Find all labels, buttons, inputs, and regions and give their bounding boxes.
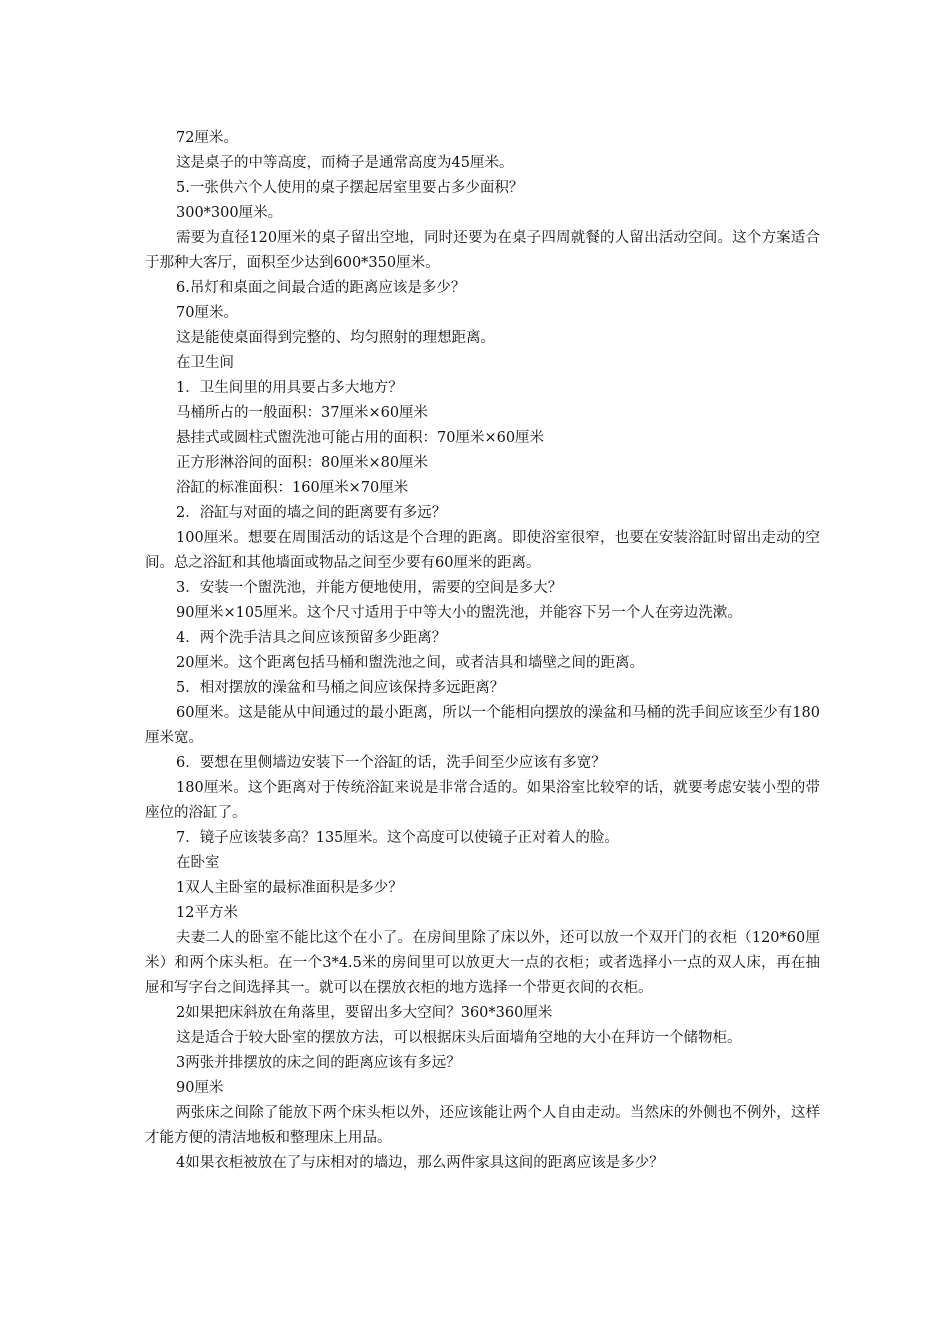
section-heading: 在卧室 (176, 855, 220, 871)
question: 6．要想在里侧墙边安装下一个浴缸的话，洗手间至少应该有多宽？ (176, 755, 606, 771)
question: 2如果把床斜放在角落里，要留出多大空间？360*360厘米 (176, 1005, 553, 1021)
paragraph: 180厘米。这个距离对于传统浴缸来说是非常合适的。如果浴室比较窄的话，就要考虑安装小型的带座位的浴缸了。 (145, 780, 820, 821)
question: 4如果衣柜被放在了与床相对的墙边，那么两件家具这间的距离应该是多少？ (176, 1155, 664, 1171)
paragraph: 20厘米。这个距离包括马桶和盥洗池之间，或者洁具和墙壁之间的距离。 (176, 655, 644, 671)
question: 6.吊灯和桌面之间最合适的距离应该是多少？ (176, 280, 466, 296)
answer: 12平方米 (176, 905, 238, 921)
question: 1双人主卧室的最标准面积是多少？ (176, 880, 403, 896)
question: 5．相对摆放的澡盆和马桶之间应该保持多远距离？ (176, 680, 505, 696)
question: 3．安装一个盥洗池，并能方便地使用，需要的空间是多大？ (176, 580, 563, 596)
question: 2．浴缸与对面的墙之间的距离要有多远？ (176, 505, 447, 521)
paragraph: 正方形淋浴间的面积：80厘米×80厘米 (176, 455, 429, 471)
document-body (145, 126, 820, 1176)
paragraph: 72厘米。 (176, 130, 238, 146)
paragraph: 两张床之间除了能放下两个床头柜以外，还应该能让两个人自由走动。当然床的外侧也不例外，这样才能方便的清洁地板和整理床上用品。 (145, 1105, 820, 1146)
paragraph: 7．镜子应该装多高？135厘米。这个高度可以使镜子正对着人的脸。 (176, 830, 619, 846)
paragraph: 这是桌子的中等高度，而椅子是通常高度为45厘米。 (176, 155, 514, 171)
paragraph: 需要为直径120厘米的桌子留出空地，同时还要为在桌子四周就餐的人留出活动空间。这个方案适合于那种大客厅，面积至少达到600*350厘米。 (145, 230, 820, 271)
paragraph: 100厘米。想要在周围活动的话这是个合理的距离。即使浴室很窄，也要在安装浴缸时留出走动的空间。总之浴缸和其他墙面或物品之间至少要有60厘米的距离。 (145, 530, 820, 571)
question: 4．两个洗手洁具之间应该预留多少距离？ (176, 630, 447, 646)
answer: 90厘米 (176, 1080, 224, 1096)
paragraph: 60厘米。这是能从中间通过的最小距离，所以一个能相向摆放的澡盆和马桶的洗手间应该至少有180厘米宽。 (145, 705, 820, 746)
paragraph: 夫妻二人的卧室不能比这个在小了。在房间里除了床以外，还可以放一个双开门的衣柜（120*60厘米）和两个床头柜。在一个3*4.5米的房间里可以放更大一点的衣柜；或者选择小一点的双人床，再在抽屉和写字台之间选择其一。就可以在摆放衣柜的地方选择一个带更衣间的衣柜。 (145, 930, 820, 996)
answer: 70厘米。 (176, 305, 238, 321)
question: 3两张并排摆放的床之间的距离应该有多远？ (176, 1055, 461, 1071)
paragraph: 这是适合于较大卧室的摆放方法，可以根据床头后面墙角空地的大小在拜访一个储物柜。 (176, 1030, 742, 1046)
question: 1．卫生间里的用具要占多大地方？ (176, 380, 403, 396)
paragraph: 浴缸的标准面积：160厘米×70厘米 (176, 480, 409, 496)
paragraph: 90厘米×105厘米。这个尺寸适用于中等大小的盥洗池，并能容下另一个人在旁边洗漱。 (176, 605, 742, 621)
section-heading: 在卫生间 (176, 355, 234, 371)
paragraph: 悬挂式或圆柱式盥洗池可能占用的面积：70厘米×60厘米 (176, 430, 545, 446)
answer: 300*300厘米。 (176, 205, 283, 221)
paragraph: 这是能使桌面得到完整的、均匀照射的理想距离。 (176, 330, 495, 346)
question: 5.一张供六个人使用的桌子摆起居室里要占多少面积？ (176, 180, 524, 196)
paragraph: 马桶所占的一般面积：37厘米×60厘米 (176, 405, 429, 421)
